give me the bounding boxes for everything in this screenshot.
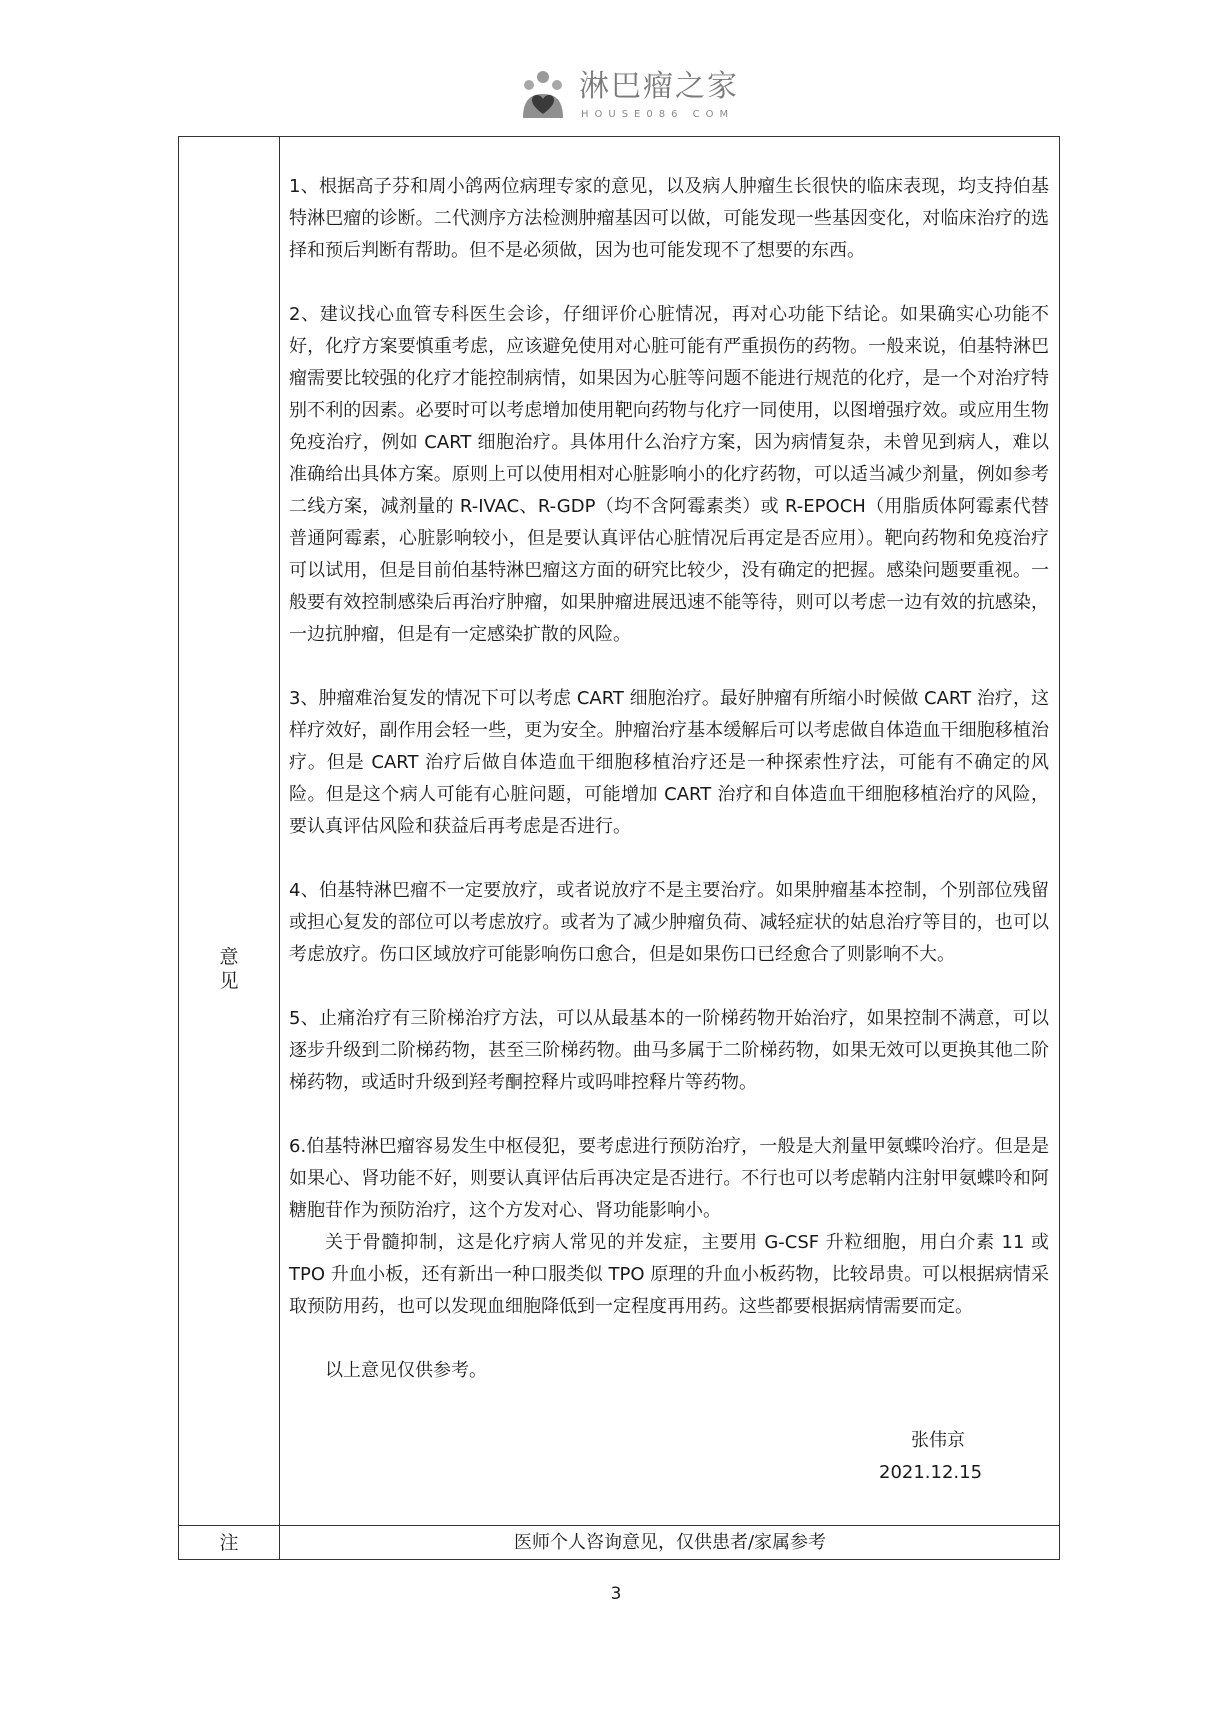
note-text: 医师个人咨询意见，仅供患者/家属参考 bbox=[513, 1532, 827, 1553]
opinion-row-label bbox=[179, 945, 279, 993]
row-divider bbox=[179, 1525, 1059, 1526]
signature-block bbox=[879, 1425, 1029, 1489]
opinion-paragraph-1: 1、根据高子芬和周小鸽两位病理专家的意见，以及病人肿瘤生长很快的临床表现，均支持伯基特淋巴瘤的诊断。二代测序方法检测肿瘤基因可以做，可能发现一些基因变化，对临床治疗的选择和预后判断有帮助。但不是必须做，因为也可能发现不了想要的东西。 bbox=[289, 176, 1049, 261]
opinion-label-text: 意见 bbox=[219, 946, 239, 992]
opinion-paragraph-2: 2、建议找心血管专科医生会诊，仔细评价心脏情况，再对心功能下结论。如果确实心功能不好，化疗方案要慎重考虑，应该避免使用对心脏可能有严重损伤的药物。一般来说，伯基特淋巴瘤需要比较强的化疗才能控制病情，如果因为心脏等问题不能进行规范的化疗，是一个对治疗特别不利的因素。必要时可以考虑增加使用靶向药物与化疗一同使用，以图增强疗效。或应用生物免疫治疗，例如 CART 细胞治疗。具体用什么治疗方案，因为病情复杂，未曾见到病人，难以准确给出具体方案。原则上可以使用相对心脏影响小的化疗药物，可以适当减少剂量，例如参考二线方案，减剂量的 R-IVAC、R-GDP（均不含阿霉素类）或 R-EPOCH（用脂质体阿霉素代替普通阿霉素，心脏影响较小，但是要认真评估心脏情况后再定是否应用）。靶向药物和免疫治疗可以试用，但是目前伯基特淋巴瘤这方面的研究比较少，没有确定的把握。感染问题要重视。一般要有效控制感染后再治疗肿瘤，如果肿瘤进展迅速不能等待，则可以考虑一边有效的抗感染，一边抗肿瘤，但是有一定感染扩散的风险。 bbox=[289, 304, 1049, 645]
opinion-paragraph-4: 4、伯基特淋巴瘤不一定要放疗，或者说放疗不是主要治疗。如果肿瘤基本控制，个别部位残留或担心复发的部位可以考虑放疗。或者为了减少肿瘤负荷、减轻症状的姑息治疗等目的，也可以考虑放疗。伤口区域放疗可能影响伤口愈合，但是如果伤口已经愈合了则影响不大。 bbox=[289, 880, 1049, 965]
signature-name: 张伟京 bbox=[911, 1430, 965, 1451]
opinion-paragraph-5: 5、止痛治疗有三阶梯治疗方法，可以从最基本的一阶梯药物开始治疗，如果控制不满意，可以逐步升级到二阶梯药物，甚至三阶梯药物。曲马多属于二阶梯药物，如果无效可以更换其他二阶梯药物，或适时升级到羟考酮控释片或吗啡控释片等药物。 bbox=[289, 1008, 1049, 1093]
header-logo bbox=[515, 66, 739, 130]
opinion-content bbox=[289, 171, 1049, 1419]
opinion-paragraph-6: 6.伯基特淋巴瘤容易发生中枢侵犯，要考虑进行预防治疗，一般是大剂量甲氨蝶呤治疗。但是是如果心、肾功能不好，则要认真评估后再决定是否进行。不行也可以考虑鞘内注射甲氨蝶呤和阿糖胞苷作为预防治疗，这个方发对心、肾功能影响小。 bbox=[289, 1136, 1049, 1221]
page-number: 3 bbox=[610, 1584, 622, 1604]
logo-title: 淋巴瘤之家 bbox=[579, 69, 739, 104]
family-heart-logo-icon bbox=[515, 68, 571, 124]
note-row-label: 注 bbox=[219, 1532, 239, 1554]
logo-subtitle: HOUSE086 COM bbox=[581, 109, 735, 120]
signature-date: 2021.12.15 bbox=[879, 1462, 983, 1483]
opinion-closing-remark: 以上意见仅供参考。 bbox=[325, 1360, 487, 1381]
consultation-form-table bbox=[178, 136, 1060, 1560]
opinion-paragraph-bone-marrow: 关于骨髓抑制，这是化疗病人常见的并发症，主要用 G-CSF 升粒细胞，用白介素 11 或 TPO 升血小板，还有新出一种口服类似 TPO 原理的升血小板药物，比较昂贵。可以根据病情采取预防用药，也可以发现血细胞降低到一定程度再用药。这些都要根据病情需要而定。 bbox=[289, 1232, 1049, 1317]
column-divider bbox=[279, 137, 280, 1559]
opinion-paragraph-3: 3、肿瘤难治复发的情况下可以考虑 CART 细胞治疗。最好肿瘤有所缩小时候做 CART 治疗，这样疗效好，副作用会轻一些，更为安全。肿瘤治疗基本缓解后可以考虑做自体造血干细胞移植治疗。但是 CART 治疗后做自体造血干细胞移植治疗还是一种探索性疗法，可能有不确定的风险。但是这个病人可能有心脏问题，可能增加 CART 治疗和自体造血干细胞移植治疗的风险，要认真评估风险和获益后再考虑是否进行。 bbox=[289, 688, 1049, 837]
